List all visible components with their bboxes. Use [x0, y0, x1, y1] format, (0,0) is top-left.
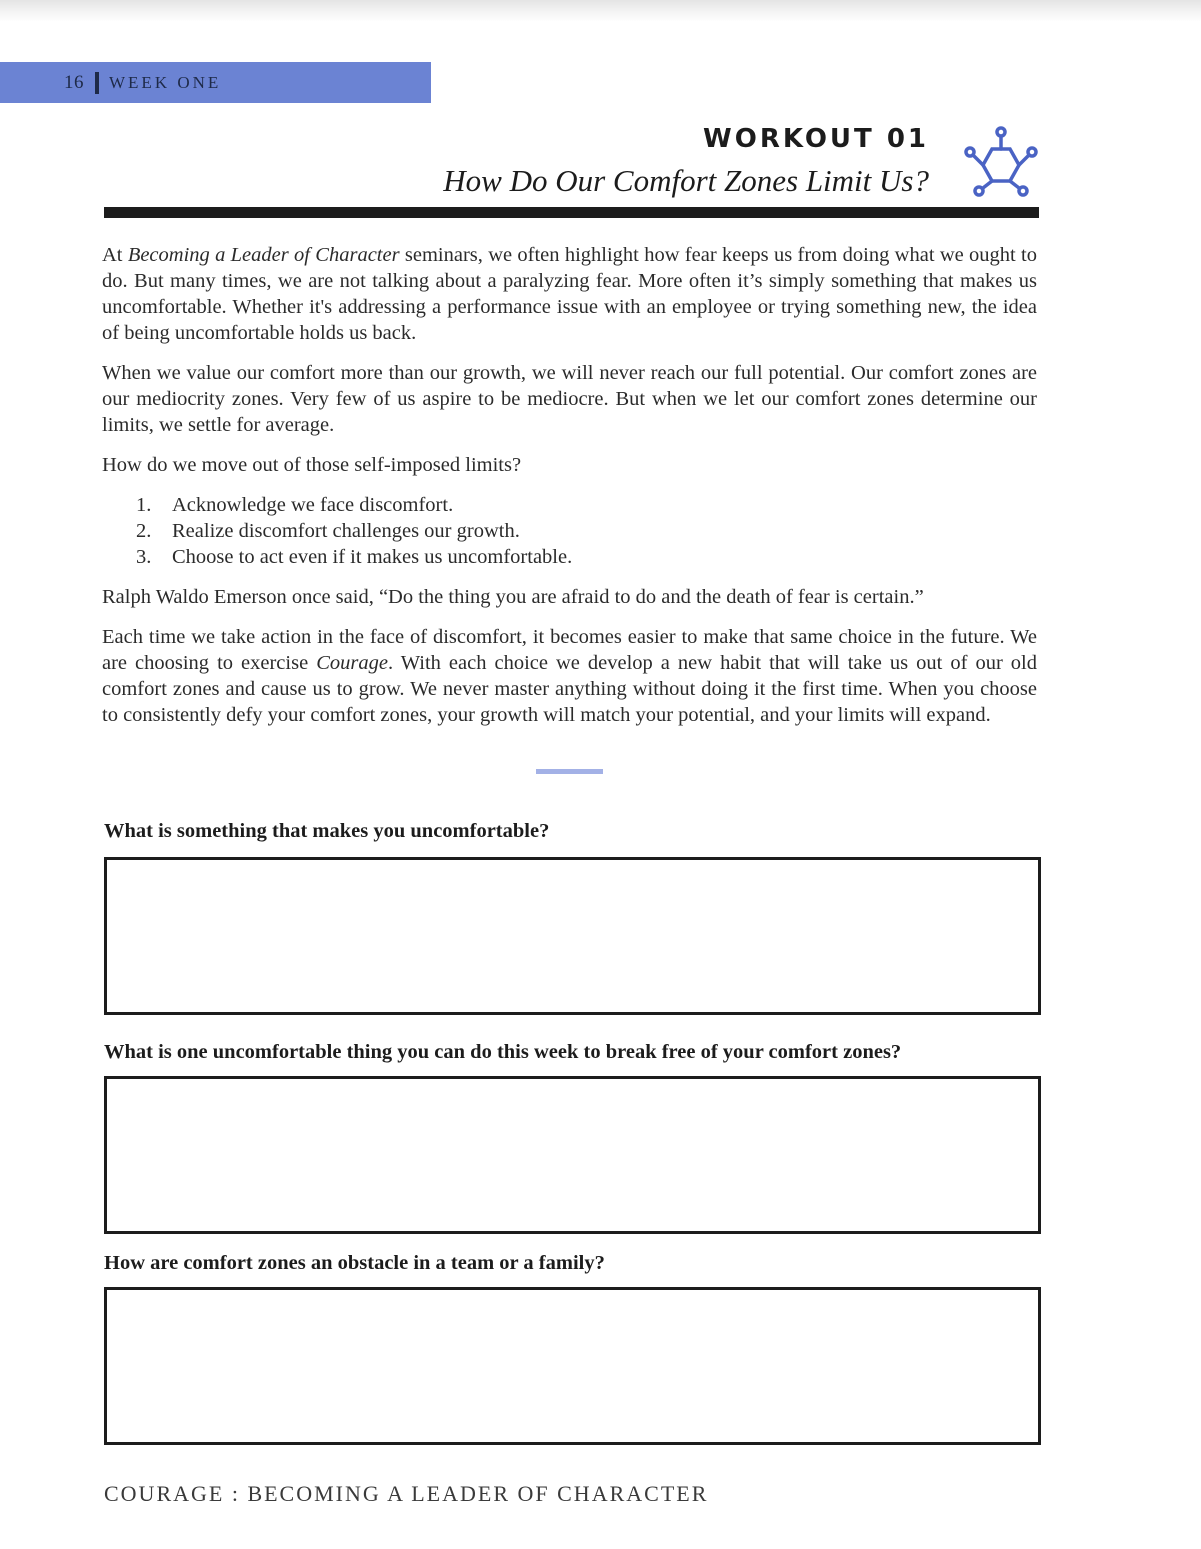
paragraph-question: How do we move out of those self-imposed limits?: [102, 454, 522, 476]
page-top-shadow: [0, 0, 1201, 22]
question-2-label: What is one uncomfortable thing you can do this week to break free of your comfort zones?: [104, 1041, 902, 1063]
seminar-name: Becoming a Leader of Character: [127, 244, 400, 266]
article-body: [102, 242, 1037, 742]
section-divider: [536, 769, 603, 774]
paragraph-comfort-value: When we value our comfort more than our growth, we will never reach our full potential. Our comfort zones are our mediocrity zones. Very few of us aspire to be mediocre. But when we let our comfort zones determine our limits, we settle for average.: [102, 362, 1037, 436]
list-item: 1. Acknowledge we face discomfort.: [136, 494, 454, 516]
page-number: 16: [64, 71, 84, 93]
header-band: [0, 62, 431, 103]
network-hub-icon: [962, 124, 1040, 198]
title-rule: [104, 207, 1039, 218]
list-item: 2. Realize discomfort challenges our growth.: [136, 520, 520, 542]
list-item: 3. Choose to act even if it makes us uncomfortable.: [136, 546, 573, 568]
courage-word: Courage: [316, 652, 388, 674]
question-1-answer-box[interactable]: [104, 857, 1041, 1015]
question-1-label: What is something that makes you uncomfortable?: [104, 820, 550, 842]
workout-subtitle: How Do Our Comfort Zones Limit Us?: [443, 163, 929, 198]
question-3-answer-box[interactable]: [104, 1287, 1041, 1445]
question-3-label: How are comfort zones an obstacle in a team or a family?: [104, 1252, 605, 1274]
paragraph-courage: Each time we take action in the face of discomfort, it becomes easier to make that same choice in the future. We are choosing to exercise Courage. With each choice we develop a new habit that will take us out of our old comfort zones and cause us to grow. We never master anything without doing it the first time. When you choose to consistently defy your comfort zones, your growth will match your potential, and your limits will expand.: [102, 626, 1037, 726]
paragraph-intro: At Becoming a Leader of Character seminars, we often highlight how fear keeps us from doing what we ought to do. But many times, we are not talking about a paralyzing fear. More often it’s simply something that makes us uncomfortable. Whether it's addressing a performance issue with an employee or trying something new, the idea of being uncomfortable holds us back.: [102, 244, 1037, 344]
header-separator: [95, 72, 99, 94]
emerson-quote: Ralph Waldo Emerson once said, “Do the thing you are afraid to do and the death of fear is certain.”: [102, 586, 924, 608]
footer-text: COURAGE : BECOMING A LEADER OF CHARACTER: [104, 1481, 709, 1506]
workout-title: WORKOUT 01: [703, 124, 929, 154]
question-2-answer-box[interactable]: [104, 1076, 1041, 1234]
steps-list: [102, 492, 1037, 570]
section-label: WEEK ONE: [109, 72, 222, 92]
